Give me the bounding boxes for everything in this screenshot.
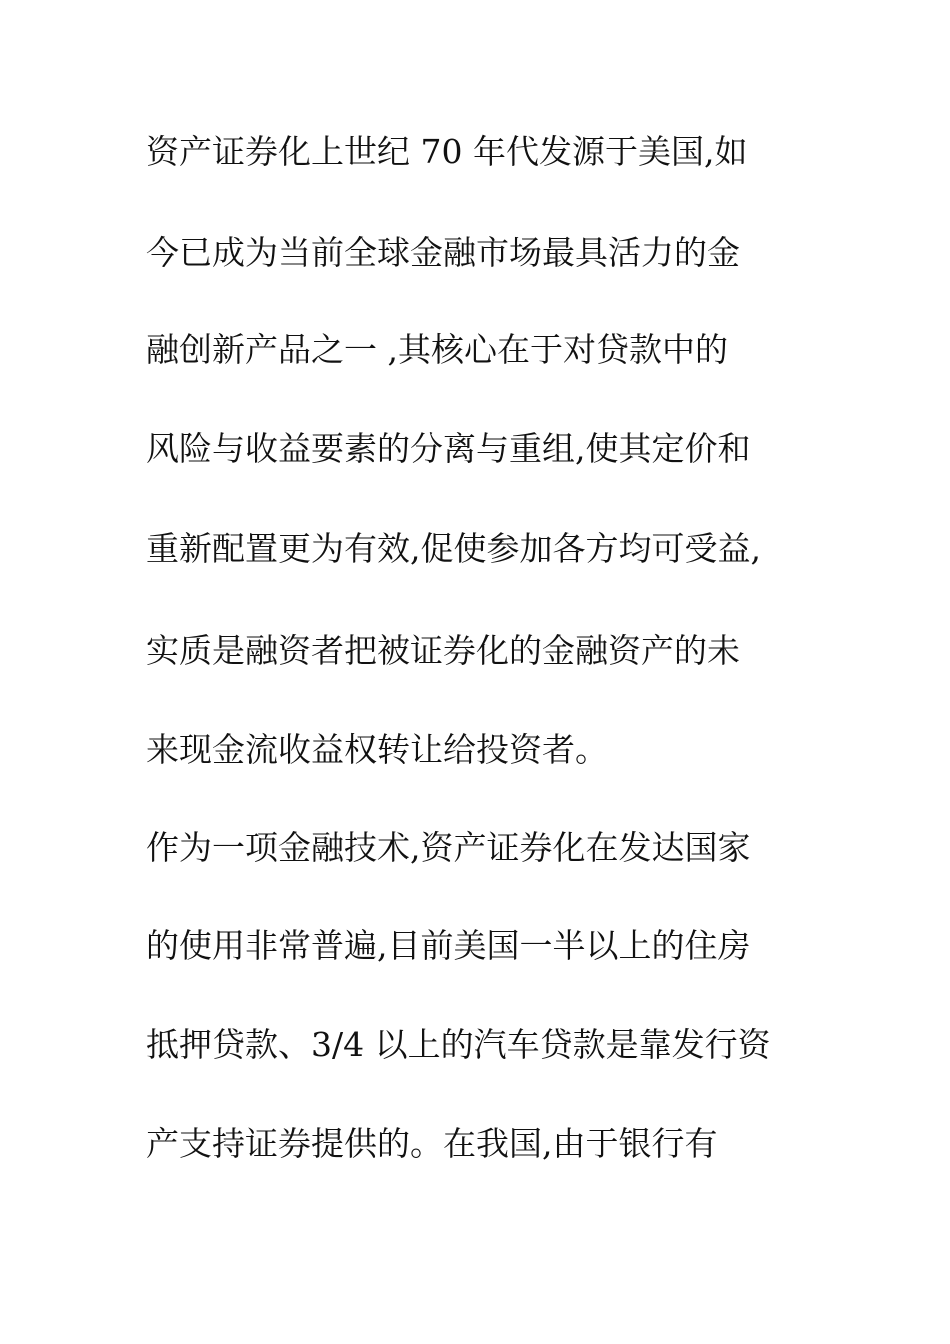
text-line: 实质是融资者把被证券化的金融资产的未: [146, 631, 740, 670]
text-line: 重新配置更为有效,促使参加各方均可受益,: [146, 529, 761, 568]
text-line: 产支持证券提供的。在我国,由于银行有: [146, 1124, 718, 1163]
text-line: 融创新产品之一 ,其核心在于对贷款中的: [146, 330, 728, 369]
text-line: 的使用非常普遍,目前美国一半以上的住房: [146, 926, 751, 965]
text-line: 抵押贷款、3/4 以上的汽车贷款是靠发行资: [146, 1025, 771, 1064]
text-line: 来现金流收益权转让给投资者。: [146, 730, 608, 769]
text-line: 今已成为当前全球金融市场最具活力的金: [146, 233, 740, 272]
text-line: 作为一项金融技术,资产证券化在发达国家: [146, 828, 751, 867]
text-line: 风险与收益要素的分离与重组,使其定价和: [146, 429, 751, 468]
text-line: 资产证券化上世纪 70 年代发源于美国,如: [146, 132, 748, 171]
